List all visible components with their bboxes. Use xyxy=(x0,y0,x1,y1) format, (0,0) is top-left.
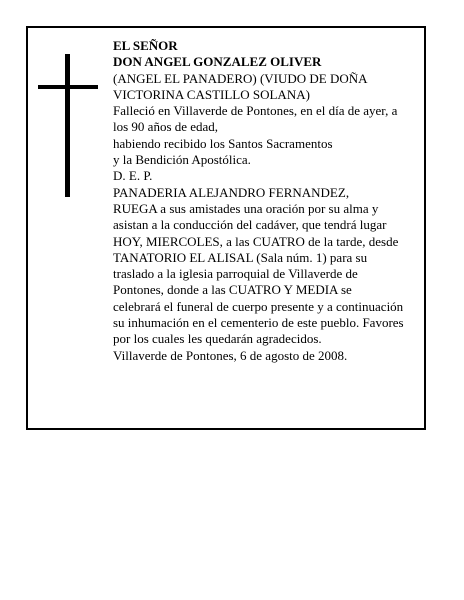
text-line: y la Bendición Apostólica. xyxy=(113,152,251,168)
text-line: su inhumación en el cementerio de este pueblo. Favores xyxy=(113,315,404,331)
text-line: TANATORIO EL ALISAL (Sala núm. 1) para su xyxy=(113,249,368,265)
text-line: (ANGEL EL PANADERO) (VIUDO DE DOÑA xyxy=(113,70,368,86)
text-line: Falleció en Villaverde de Pontones, en el día de ayer, a xyxy=(113,103,398,119)
obituary-text xyxy=(113,38,421,364)
text-line: RUEGA a sus amistades una oración por su alma y xyxy=(113,200,379,216)
text-line: traslado a la iglesia parroquial de Villaverde de xyxy=(113,266,358,282)
text-line: HOY, MIERCOLES, a las CUATRO de la tarde, desde xyxy=(113,233,399,249)
text-line: celebrará el funeral de cuerpo presente y a continuación xyxy=(113,298,404,314)
text-line: por los cuales les quedarán agradecidos. xyxy=(113,331,322,347)
latin-cross-icon xyxy=(38,54,98,197)
text-line: D. E. P. xyxy=(113,168,153,184)
text-line: Villaverde de Pontones, 6 de agosto de 2008. xyxy=(113,347,348,363)
text-line: habiendo recibido los Santos Sacramentos xyxy=(113,135,333,151)
text-line: Pontones, donde a las CUATRO Y MEDIA se xyxy=(113,282,352,298)
text-line: VICTORINA CASTILLO SOLANA) xyxy=(113,86,310,102)
deceased-name: DON ANGEL GONZALEZ OLIVER xyxy=(113,54,322,70)
text-line: los 90 años de edad, xyxy=(113,119,219,135)
notice-title: EL SEÑOR xyxy=(113,38,178,53)
text-line: PANADERIA ALEJANDRO FERNANDEZ, xyxy=(113,184,350,200)
text-line: asistan a la conducción del cadáver, que tendrá lugar xyxy=(113,217,387,233)
